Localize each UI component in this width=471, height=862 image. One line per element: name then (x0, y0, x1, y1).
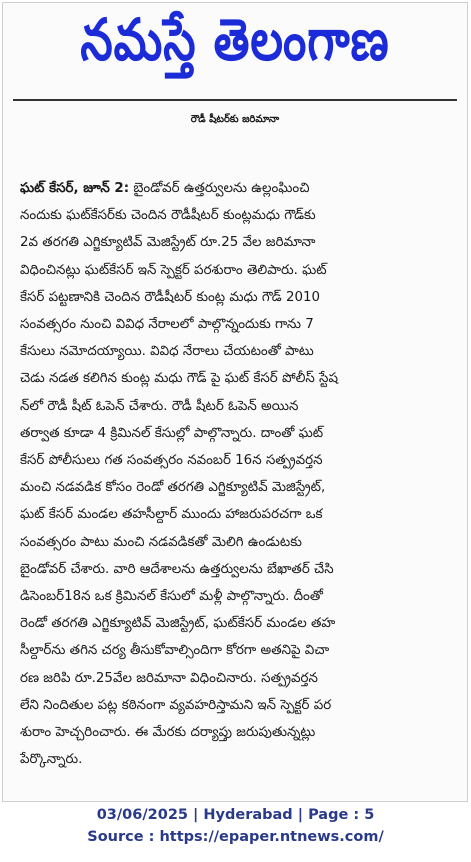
article-dateline: ఘట్ కేసర్, జూన్ 2: (20, 181, 130, 196)
article-line: విధించినట్లు ఘట్‌కేసర్ ఇన్ స్పెక్టర్ పరశురాం తెలిపారు. ఘట్ (20, 262, 327, 278)
article-line (20, 175, 453, 202)
article-line: సంవత్సరం పాటు మంచి నడవడికతో మెలిగి ఉండుటకు (20, 534, 302, 550)
article-line: సీల్దార్‌ను తగిన చర్య తీసుకోవాల్సిందిగా కోరగా అతనిపై విచా (20, 643, 330, 659)
article-line: లేని నిందితుల పట్ల కఠినంగా వ్యవహరిస్తామని ఇన్ స్పెక్టర్ పర (20, 697, 332, 713)
article-line: చెడు నడత కలిగిన కుంట్ల మధు గౌడ్ పై ఘట్ కేసర్ పోలీస్ స్టేష (20, 371, 339, 387)
article-line: బైండోవర్ చేశారు. వారి ఆదేశాలను ఉత్తర్వులను బేఖాతర్ చేసి (20, 561, 334, 577)
masthead-title: నమస్తే తెలంగాణ (80, 5, 390, 74)
article-line: కేసులు నమోదయ్యాయి. వివిధ నేరాలు చేయటంతో పాటు (20, 344, 314, 360)
edition-info: 03/06/2025 | Hyderabad | Page : 5 (96, 807, 375, 823)
article-line: కేసర్ పట్టణానికి చెందిన రౌడీషీటర్ కుంట్ల మధు గౌడ్ 2010 (20, 289, 321, 305)
article-line: రణ జరిపి రూ.25వేల జరిమానా విధించినారు. సత్ప్రవర్తన (20, 670, 318, 686)
newspaper-clipping (2, 2, 468, 802)
article-headline: రౌడీ షీటర్‌కు జరిమానా (190, 114, 280, 125)
article-line: కేసర్ పోలీసులు గత సంవత్సరం నవంబర్ 16న సత్ప్రవర్తన (20, 453, 323, 469)
article-line: పేర్కొన్నారు. (20, 752, 83, 768)
article-line: న్‌లో రౌడీ షీట్ ఓపెన్ చేశారు. రౌడీ షీటర్ ఓపెన్ అయిన (20, 398, 299, 414)
source-footer (0, 804, 471, 848)
article-line: శురాం హెచ్చరించారు. ఈ మేరకు దర్యాప్తు జరుపుతున్నట్లు (20, 725, 316, 741)
source-link[interactable]: Source : https://epaper.ntnews.com/ (87, 829, 384, 845)
article-line: 2వ తరగతి ఎగ్జిక్యూటివ్ మెజిస్ట్రేట్ రూ.25 వేల జరిమానా (20, 235, 316, 251)
article-line: తర్వాత కూడా 4 క్రిమినల్ కేసుల్లో పాల్గొన్నారు. దాంతో ఘట్ (20, 425, 324, 441)
article-line: డిసెంబర్18న ఒక క్రిమినల్ కేసులో మళ్లీ పాల్గొన్నారు. దీంతో (20, 589, 323, 605)
masthead (3, 3, 467, 91)
article-line-text: బైండోవర్ ఉత్తర్వులను ఉల్లంఘించి (129, 181, 310, 196)
article-line: ఘట్ కేసర్ మండల తహసీల్దార్ ముందు హాజరుపరచగా ఒక (20, 507, 323, 523)
masthead-divider (13, 99, 457, 101)
article-body (20, 175, 453, 773)
article-line: సంవత్సరం నుంచి వివిధ నేరాలలో పాల్గొన్నందుకు గాను 7 (20, 317, 314, 333)
article-line: మంచి నడవడిక కోసం రెండో తరగతి ఎగ్జిక్యూటివ్ మెజిస్ట్రేట్, (20, 480, 326, 496)
article-line: రెండో తరగతి ఎగ్జిక్యూటివ్ మెజిస్ట్రేట్, ఘట్‌కేసర్ మండల తహ (20, 616, 336, 632)
article-line: నందుకు ఘట్‌కేసర్‌కు చెందిన రౌడీషీటర్ కుంట్లమధు గౌడ్‌కు (20, 208, 316, 224)
